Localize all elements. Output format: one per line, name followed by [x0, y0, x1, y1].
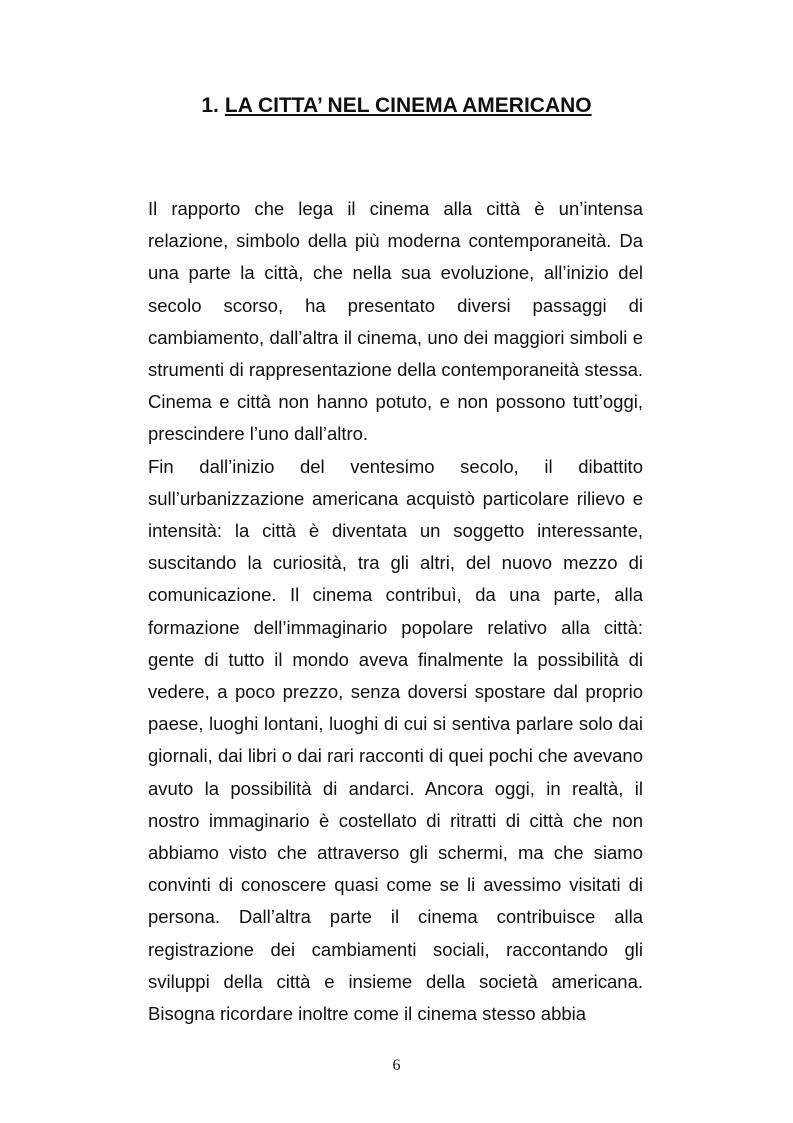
page-number: 6 — [392, 1057, 401, 1074]
body-text — [148, 193, 643, 1030]
paragraph-2: Fin dall’inizio del ventesimo secolo, il dibattito sull’urbanizzazione americana acquistò particolare rilievo e intensità: la città è diventata un soggetto interessante, suscitando la curiosità, tra gli altri, del nuovo mezzo di comunicazione. Il cinema contribuì, da una parte, alla formazione dell’immaginario popolare relativo alla città: gente di tutto il mondo aveva finalmente la possibilità di vedere, a poco prezzo, senza doversi spostare dal proprio paese, luoghi lontani, luoghi di cui si sentiva parlare solo dai giornali, dai libri o dai rari racconti di quei pochi che avevano avuto la possibilità di andarci. Ancora oggi, in realtà, il nostro immaginario è costellato di ritratti di città che non abbiamo visto che attraverso gli schermi, ma che siamo convinti di conoscere quasi come se li avessimo visitati di persona. Dall’altra parte il cinema contribuisce alla registrazione dei cambiamenti sociali, raccontando gli sviluppi della città e insieme della società americana. Bisogna ricordare inoltre come il cinema stesso abbia — [148, 455, 643, 1025]
paragraph-1: Il rapporto che lega il cinema alla città è un’intensa relazione, simbolo della più moderna contemporaneità. Da una parte la città, che nella sua evoluzione, all’inizio del secolo scorso, ha presentato diversi passaggi di cambiamento, dall’altra il cinema, uno dei maggiori simboli e strumenti di rappresentazione della contemporaneità stessa. Cinema e città non hanno potuto, e non possono tutt’oggi, prescindere l’uno dall’altro. — [148, 198, 643, 445]
chapter-title: LA CITTA’ NEL CINEMA AMERICANO — [224, 94, 592, 117]
page-title — [0, 93, 793, 119]
chapter-number: 1. — [201, 94, 219, 117]
